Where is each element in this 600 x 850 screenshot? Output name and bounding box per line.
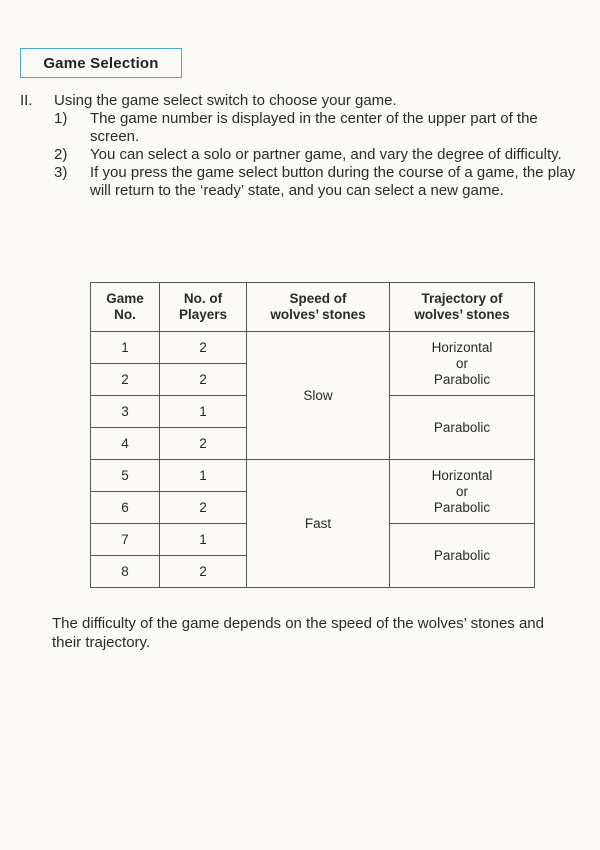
table-row xyxy=(91,332,535,364)
table-header-row xyxy=(91,283,535,332)
game-cell: 7 xyxy=(91,524,160,556)
footer-text: The difficulty of the game depends on the speed of the wolves’ stones and their trajectory. xyxy=(52,615,544,651)
table-row xyxy=(91,460,535,492)
players-cell: 2 xyxy=(160,428,247,460)
instruction-lead xyxy=(20,92,580,110)
game-cell: 3 xyxy=(91,396,160,428)
lead-text: Using the game select switch to choose your game. xyxy=(54,92,397,109)
roman-numeral: II. xyxy=(20,92,33,109)
game-cell: 5 xyxy=(91,460,160,492)
players-cell: 2 xyxy=(160,364,247,396)
instructions xyxy=(20,92,580,200)
players-cell: 1 xyxy=(160,460,247,492)
players-cell: 2 xyxy=(160,556,247,588)
header-game-no: Game No. xyxy=(91,283,160,332)
game-cell: 6 xyxy=(91,492,160,524)
game-cell: 4 xyxy=(91,428,160,460)
players-cell: 2 xyxy=(160,332,247,364)
item-number: 3) xyxy=(54,164,68,181)
players-cell: 2 xyxy=(160,492,247,524)
players-cell: 1 xyxy=(160,524,247,556)
section-title: Game Selection xyxy=(20,48,182,78)
trajectory-cell: Horizontal or Parabolic xyxy=(390,332,535,396)
header-trajectory: Trajectory of wolves’ stones xyxy=(390,283,535,332)
speed-cell: Fast xyxy=(247,460,390,588)
trajectory-cell: Horizontal or Parabolic xyxy=(390,460,535,524)
game-cell: 1 xyxy=(91,332,160,364)
header-speed: Speed of wolves’ stones xyxy=(247,283,390,332)
list-item xyxy=(20,164,580,200)
game-cell: 2 xyxy=(91,364,160,396)
trajectory-cell: Parabolic xyxy=(390,396,535,460)
list-item xyxy=(20,146,580,164)
item-number: 2) xyxy=(54,146,68,163)
trajectory-cell: Parabolic xyxy=(390,524,535,588)
list-item xyxy=(20,110,580,146)
game-table xyxy=(90,282,535,588)
game-cell: 8 xyxy=(91,556,160,588)
header-players: No. of Players xyxy=(160,283,247,332)
players-cell: 1 xyxy=(160,396,247,428)
item-text: If you press the game select button during the course of a game, the play will return to the ‘ready’ state, and you can select a new game. xyxy=(90,164,576,199)
item-number: 1) xyxy=(54,110,68,127)
item-text: You can select a solo or partner game, and vary the degree of difficulty. xyxy=(90,146,562,163)
item-text: The game number is displayed in the center of the upper part of the screen. xyxy=(90,110,538,145)
speed-cell: Slow xyxy=(247,332,390,460)
